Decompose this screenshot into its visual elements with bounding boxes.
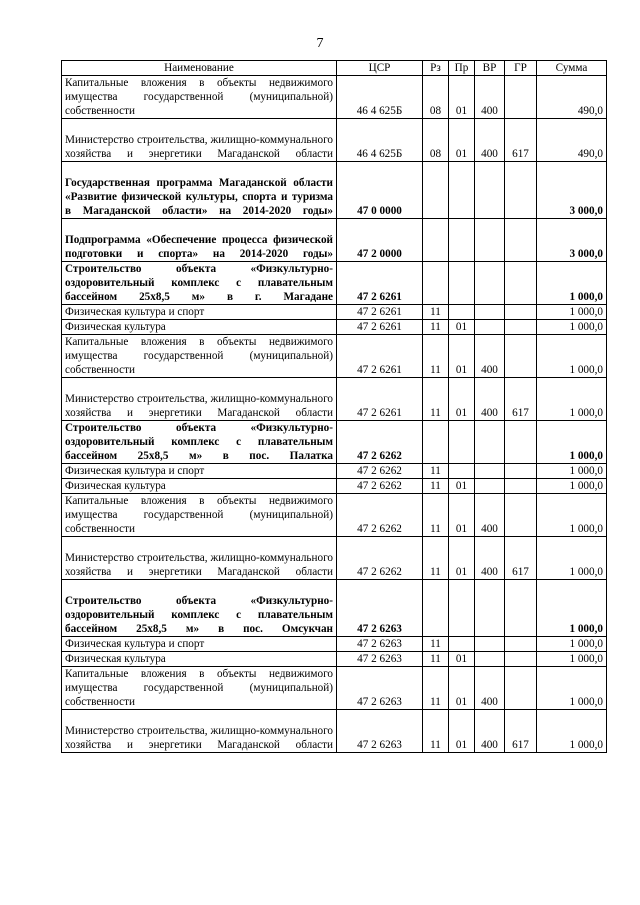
cell-vr: 400 xyxy=(475,378,505,421)
cell-rz: 11 xyxy=(423,464,449,479)
header-sum: Сумма xyxy=(537,61,607,76)
cell-vr: 400 xyxy=(475,710,505,753)
table-header-row xyxy=(62,61,607,76)
table-row xyxy=(62,494,607,537)
cell-vr: 400 xyxy=(475,667,505,710)
cell-pr: 01 xyxy=(449,710,475,753)
cell-csr: 47 2 6263 xyxy=(337,580,423,637)
cell-pr xyxy=(449,464,475,479)
cell-csr: 47 2 6263 xyxy=(337,667,423,710)
cell-name: Министерство строительства, жилищно-коммунального хозяйства и энергетики Магаданской области xyxy=(62,378,337,421)
cell-name: Физическая культура и спорт xyxy=(62,305,337,320)
table-row xyxy=(62,335,607,378)
cell-name: Строительство объекта «Физкультурно-оздоровительный комплекс с плавательным бассейном 25х8,5 м» в пос. Омсукчан xyxy=(62,580,337,637)
header-vr: ВР xyxy=(475,61,505,76)
cell-gr xyxy=(505,162,537,219)
cell-rz: 11 xyxy=(423,637,449,652)
cell-rz: 11 xyxy=(423,320,449,335)
table-row xyxy=(62,219,607,262)
cell-sum: 3 000,0 xyxy=(537,219,607,262)
cell-pr: 01 xyxy=(449,335,475,378)
cell-vr xyxy=(475,162,505,219)
cell-name: Физическая культура и спорт xyxy=(62,637,337,652)
cell-sum: 490,0 xyxy=(537,119,607,162)
cell-pr: 01 xyxy=(449,494,475,537)
cell-csr: 47 2 6262 xyxy=(337,479,423,494)
table-row xyxy=(62,76,607,119)
cell-rz: 11 xyxy=(423,494,449,537)
cell-gr xyxy=(505,320,537,335)
cell-gr: 617 xyxy=(505,537,537,580)
cell-sum: 1 000,0 xyxy=(537,494,607,537)
header-gr: ГР xyxy=(505,61,537,76)
cell-rz xyxy=(423,219,449,262)
cell-name: Физическая культура xyxy=(62,652,337,667)
cell-rz: 11 xyxy=(423,667,449,710)
cell-pr xyxy=(449,421,475,464)
cell-gr xyxy=(505,667,537,710)
cell-gr xyxy=(505,637,537,652)
table-row xyxy=(62,580,607,637)
cell-rz: 11 xyxy=(423,479,449,494)
cell-name: Министерство строительства, жилищно-коммунального хозяйства и энергетики Магаданской области xyxy=(62,710,337,753)
cell-csr: 47 2 6262 xyxy=(337,494,423,537)
cell-gr xyxy=(505,335,537,378)
cell-rz xyxy=(423,580,449,637)
cell-name: Физическая культура и спорт xyxy=(62,464,337,479)
cell-csr: 47 2 6263 xyxy=(337,637,423,652)
table-row xyxy=(62,119,607,162)
cell-gr xyxy=(505,219,537,262)
cell-csr: 47 2 6261 xyxy=(337,305,423,320)
cell-gr: 617 xyxy=(505,710,537,753)
cell-pr: 01 xyxy=(449,667,475,710)
cell-gr xyxy=(505,305,537,320)
header-rz: Рз xyxy=(423,61,449,76)
cell-vr xyxy=(475,219,505,262)
cell-gr: 617 xyxy=(505,119,537,162)
cell-rz: 11 xyxy=(423,652,449,667)
cell-vr xyxy=(475,637,505,652)
cell-vr: 400 xyxy=(475,119,505,162)
cell-rz: 08 xyxy=(423,119,449,162)
cell-rz: 11 xyxy=(423,710,449,753)
cell-gr xyxy=(505,580,537,637)
header-name: Наименование xyxy=(62,61,337,76)
cell-name: Строительство объекта «Физкультурно-оздоровительный комплекс с плавательным бассейном 25х8,5 м» в г. Магадане xyxy=(62,262,337,305)
cell-pr xyxy=(449,305,475,320)
table-row xyxy=(62,652,607,667)
header-pr: Пр xyxy=(449,61,475,76)
table-row xyxy=(62,667,607,710)
cell-sum: 1 000,0 xyxy=(537,710,607,753)
cell-csr: 47 2 6263 xyxy=(337,652,423,667)
cell-gr xyxy=(505,464,537,479)
cell-gr xyxy=(505,494,537,537)
cell-name: Строительство объекта «Физкультурно-оздоровительный комплекс с плавательным бассейном 25х8,5 м» в пос. Палатка xyxy=(62,421,337,464)
cell-rz xyxy=(423,421,449,464)
cell-gr xyxy=(505,262,537,305)
table-row xyxy=(62,320,607,335)
cell-vr: 400 xyxy=(475,335,505,378)
cell-name: Капитальные вложения в объекты недвижимого имущества государственной (муниципальной) собственности xyxy=(62,667,337,710)
cell-csr: 46 4 625Б xyxy=(337,76,423,119)
cell-rz: 11 xyxy=(423,537,449,580)
cell-gr xyxy=(505,421,537,464)
cell-pr: 01 xyxy=(449,537,475,580)
table-row xyxy=(62,710,607,753)
cell-name: Капитальные вложения в объекты недвижимого имущества государственной (муниципальной) собственности xyxy=(62,335,337,378)
cell-pr xyxy=(449,262,475,305)
cell-pr: 01 xyxy=(449,76,475,119)
cell-vr xyxy=(475,479,505,494)
cell-pr: 01 xyxy=(449,378,475,421)
cell-sum: 1 000,0 xyxy=(537,335,607,378)
cell-vr xyxy=(475,421,505,464)
cell-csr: 47 2 6261 xyxy=(337,378,423,421)
table-row xyxy=(62,162,607,219)
header-csr: ЦСР xyxy=(337,61,423,76)
page-number: 7 xyxy=(316,36,324,51)
cell-pr: 01 xyxy=(449,119,475,162)
cell-vr: 400 xyxy=(475,76,505,119)
cell-name: Капитальные вложения в объекты недвижимого имущества государственной (муниципальной) собственности xyxy=(62,494,337,537)
cell-vr xyxy=(475,305,505,320)
cell-rz: 08 xyxy=(423,76,449,119)
cell-name: Физическая культура xyxy=(62,479,337,494)
table-row xyxy=(62,421,607,464)
cell-csr: 47 2 6262 xyxy=(337,537,423,580)
cell-name: Министерство строительства, жилищно-коммунального хозяйства и энергетики Магаданской области xyxy=(62,537,337,580)
cell-vr xyxy=(475,580,505,637)
cell-sum: 1 000,0 xyxy=(537,667,607,710)
cell-vr xyxy=(475,652,505,667)
cell-pr: 01 xyxy=(449,652,475,667)
cell-sum: 3 000,0 xyxy=(537,162,607,219)
cell-pr: 01 xyxy=(449,320,475,335)
cell-sum: 1 000,0 xyxy=(537,378,607,421)
table-row xyxy=(62,262,607,305)
table-row xyxy=(62,637,607,652)
cell-sum: 1 000,0 xyxy=(537,421,607,464)
cell-sum: 1 000,0 xyxy=(537,262,607,305)
cell-pr xyxy=(449,637,475,652)
cell-name: Министерство строительства, жилищно-коммунального хозяйства и энергетики Магаданской области xyxy=(62,119,337,162)
cell-vr xyxy=(475,262,505,305)
table-body xyxy=(62,76,607,753)
cell-rz: 11 xyxy=(423,335,449,378)
table-row xyxy=(62,378,607,421)
cell-gr: 617 xyxy=(505,378,537,421)
cell-rz xyxy=(423,262,449,305)
cell-gr xyxy=(505,652,537,667)
cell-csr: 47 2 6263 xyxy=(337,710,423,753)
cell-sum: 1 000,0 xyxy=(537,652,607,667)
cell-sum: 1 000,0 xyxy=(537,305,607,320)
table-row xyxy=(62,537,607,580)
cell-sum: 1 000,0 xyxy=(537,320,607,335)
cell-name: Физическая культура xyxy=(62,320,337,335)
cell-pr xyxy=(449,580,475,637)
cell-vr: 400 xyxy=(475,537,505,580)
cell-vr xyxy=(475,320,505,335)
cell-csr: 47 0 0000 xyxy=(337,162,423,219)
cell-sum: 490,0 xyxy=(537,76,607,119)
cell-sum: 1 000,0 xyxy=(537,580,607,637)
cell-gr xyxy=(505,479,537,494)
table-row xyxy=(62,305,607,320)
cell-csr: 46 4 625Б xyxy=(337,119,423,162)
cell-pr xyxy=(449,219,475,262)
cell-vr: 400 xyxy=(475,494,505,537)
cell-rz: 11 xyxy=(423,305,449,320)
cell-csr: 47 2 6261 xyxy=(337,320,423,335)
table-row xyxy=(62,479,607,494)
cell-csr: 47 2 6262 xyxy=(337,421,423,464)
cell-gr xyxy=(505,76,537,119)
cell-name: Капитальные вложения в объекты недвижимого имущества государственной (муниципальной) собственности xyxy=(62,76,337,119)
cell-sum: 1 000,0 xyxy=(537,479,607,494)
cell-csr: 47 2 6261 xyxy=(337,262,423,305)
cell-sum: 1 000,0 xyxy=(537,637,607,652)
cell-pr xyxy=(449,162,475,219)
cell-name: Государственная программа Магаданской области «Развитие физической культуры, спорта и туризма в Магаданской области» на 2014-2020 годы» xyxy=(62,162,337,219)
cell-pr: 01 xyxy=(449,479,475,494)
cell-sum: 1 000,0 xyxy=(537,537,607,580)
cell-name: Подпрограмма «Обеспечение процесса физической подготовки и спорта» на 2014-2020 годы» xyxy=(62,219,337,262)
cell-csr: 47 2 6261 xyxy=(337,335,423,378)
cell-csr: 47 2 6262 xyxy=(337,464,423,479)
table-row xyxy=(62,464,607,479)
cell-csr: 47 2 0000 xyxy=(337,219,423,262)
cell-rz xyxy=(423,162,449,219)
budget-table xyxy=(61,60,607,753)
cell-vr xyxy=(475,464,505,479)
cell-sum: 1 000,0 xyxy=(537,464,607,479)
cell-rz: 11 xyxy=(423,378,449,421)
